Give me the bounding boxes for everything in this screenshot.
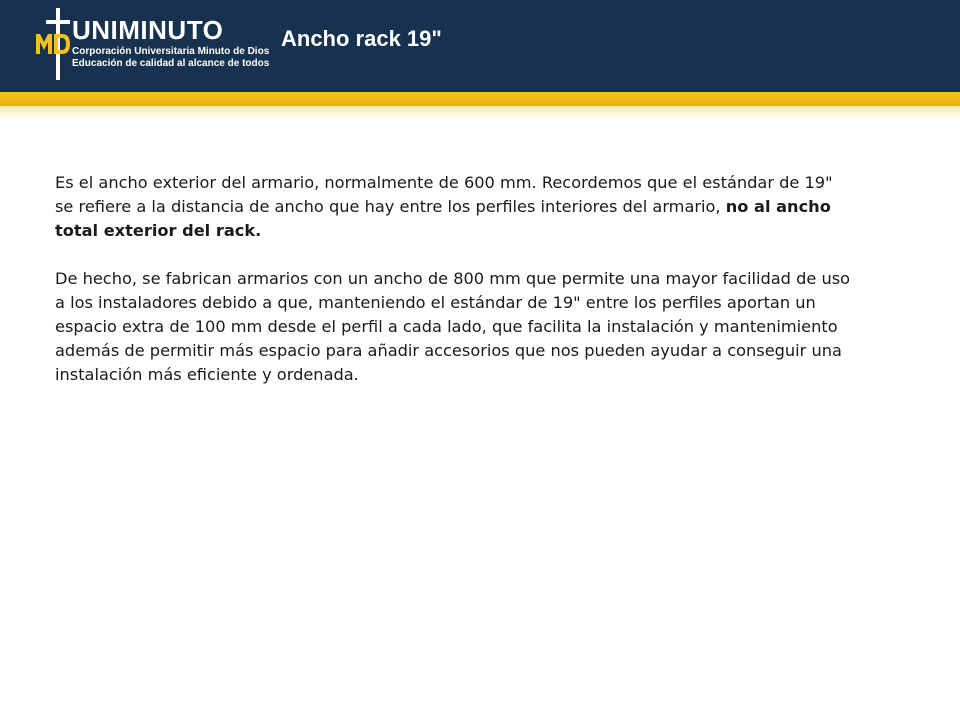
- paragraph-1: [55, 171, 855, 243]
- logo-subtitle-line1: Corporación Universitaria Minuto de Dios: [72, 46, 270, 57]
- paragraph-1-emphasis: no al ancho total exterior del rack.: [55, 197, 831, 240]
- accent-stripe: [0, 92, 960, 106]
- paragraph-2: De hecho, se fabrican armarios con un ancho de 800 mm que permite una mayor facilidad de uso a los instaladores debido a que, manteniendo el estándar de 19" entre los perfiles aportan un espacio extra de 100 mm desde el perfil a cada lado, que facilita la instalación y mantenimiento además de permitir más espacio para añadir accesorios que nos pueden ayudar a conseguir una instalación más eficiente y ordenada.: [55, 269, 851, 384]
- logo-subtitle-line2: Educación de calidad al alcance de todos: [72, 58, 270, 69]
- accent-stripe-fade: [0, 106, 960, 120]
- logo-mark-icon: [34, 6, 74, 84]
- slide-body: [55, 171, 855, 387]
- uniminuto-logo: [34, 6, 270, 86]
- logo-wordmark: UNIMINUTO: [72, 15, 224, 45]
- paragraph-1-text: Es el ancho exterior del armario, normalmente de 600 mm. Recordemos que el estándar de 19" se refiere a la distancia de ancho que hay entre los perfiles interiores del armario,: [55, 173, 833, 216]
- slide-title: Ancho rack 19": [281, 26, 442, 51]
